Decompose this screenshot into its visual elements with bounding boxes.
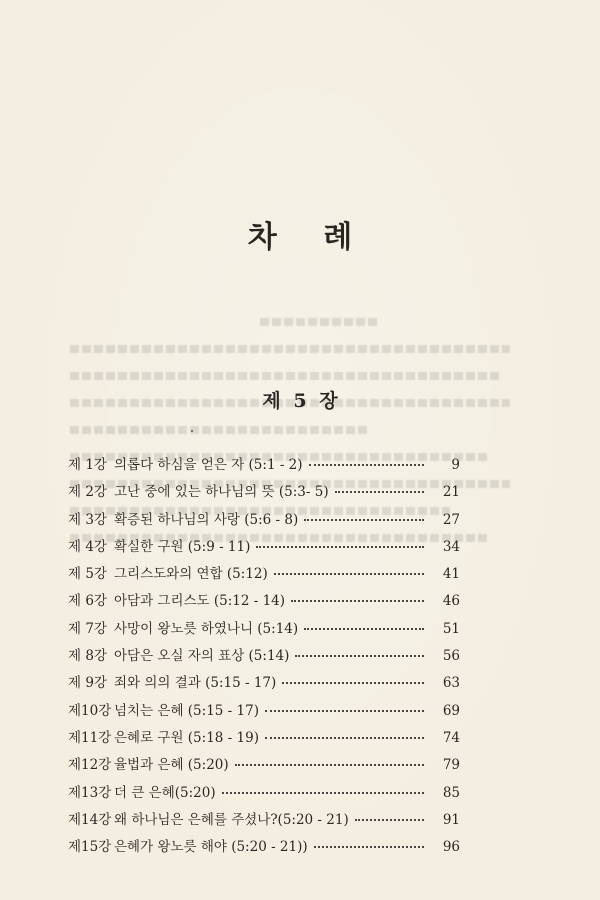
dot-leader: [304, 519, 424, 521]
lecture-number: 제15강: [68, 839, 112, 856]
lecture-title: 왜 하나님은 은혜를 주셨나?(5:20 - 21): [114, 811, 349, 828]
page-number: 27: [442, 511, 460, 528]
lecture-number: 제14강: [68, 811, 112, 828]
lecture-title: 은혜로 구원 (5:18 - 19): [114, 729, 259, 746]
lecture-number: 제 9강: [68, 675, 107, 692]
lecture-title: 아담은 오실 자의 표상 (5:14): [114, 648, 290, 665]
dot-leader: [291, 600, 424, 602]
toc-entry: [68, 589, 460, 616]
toc-entry: [68, 671, 460, 698]
lecture-number: 제 4강: [68, 538, 107, 555]
toc-entry: [68, 808, 460, 835]
page-number: 21: [442, 484, 460, 501]
lecture-number: 제 5강: [68, 566, 107, 583]
dot-leader: [265, 710, 424, 712]
lecture-number: 제12강: [68, 757, 112, 774]
page-number: 51: [442, 620, 460, 637]
lecture-number: 제 3강: [68, 511, 107, 528]
toc-entry: [68, 781, 460, 808]
lecture-title: 확실한 구원 (5:9 - 11): [114, 538, 251, 555]
page-number: 69: [442, 702, 460, 719]
lecture-number: 제 6강: [68, 593, 107, 610]
dot-leader: [265, 737, 424, 739]
toc-entry: [68, 835, 460, 862]
toc-entry: [68, 562, 460, 589]
table-of-contents: [68, 453, 460, 862]
toc-entry: [68, 480, 460, 507]
page-number: 63: [442, 675, 460, 692]
lecture-title: 사망이 왕노릇 하였나니 (5:14): [114, 620, 299, 637]
lecture-title: 의롭다 하심을 얻은 자 (5:1 - 2): [114, 457, 303, 473]
toc-entry: [68, 699, 460, 726]
lecture-title: 율법과 은혜 (5:20): [114, 757, 229, 774]
ink-speck: [191, 430, 193, 432]
dot-leader: [355, 819, 424, 821]
dot-leader: [304, 628, 424, 630]
dot-leader: [235, 764, 424, 766]
toc-entry: [68, 508, 460, 535]
toc-entry: [68, 617, 460, 644]
dot-leader: [222, 792, 424, 794]
page-number: 46: [442, 593, 460, 610]
dot-leader: [256, 546, 424, 548]
page-number: 9: [451, 457, 460, 473]
dot-leader: [295, 655, 424, 657]
lecture-number: 제10강: [68, 702, 112, 719]
page-number: 91: [442, 811, 460, 828]
page-number: 34: [442, 538, 460, 555]
toc-entry: [68, 644, 460, 671]
toc-entry: [68, 726, 460, 753]
dot-leader: [282, 682, 424, 684]
lecture-number: 제13강: [68, 784, 112, 801]
page-title: 차 례: [247, 220, 371, 255]
page-number: 74: [442, 729, 460, 746]
page-number: 41: [442, 566, 460, 583]
toc-entry: [68, 535, 460, 562]
page-number: 96: [442, 839, 460, 856]
lecture-number: 제 8강: [68, 648, 107, 665]
page-number: 85: [442, 784, 460, 801]
page-number: 79: [442, 757, 460, 774]
lecture-number: 제 2강: [68, 484, 107, 501]
dot-leader: [335, 491, 424, 493]
lecture-title: 더 큰 은혜(5:20): [114, 784, 216, 801]
page-number: 56: [442, 648, 460, 665]
lecture-title: 죄와 의의 결과 (5:15 - 17): [114, 675, 277, 692]
chapter-heading: 제 5 장: [262, 390, 338, 412]
lecture-title: 아담과 그리스도 (5:12 - 14): [114, 593, 286, 610]
dot-leader: [314, 846, 424, 848]
toc-entry: [68, 753, 460, 780]
dot-leader: [274, 573, 424, 575]
lecture-title: 넘치는 은혜 (5:15 - 17): [114, 702, 259, 719]
lecture-number: 제11강: [68, 729, 112, 746]
dot-leader: [309, 464, 424, 466]
lecture-title: 고난 중에 있는 하나님의 뜻 (5:3- 5): [114, 484, 329, 501]
lecture-title: 그리스도와의 연합 (5:12): [114, 566, 268, 583]
toc-entry: [68, 453, 460, 480]
lecture-number: 제 7강: [68, 620, 107, 637]
lecture-number: 제 1강: [68, 457, 107, 473]
lecture-title: 확증된 하나님의 사랑 (5:6 - 8): [114, 511, 299, 528]
lecture-title: 은혜가 왕노릇 해야 (5:20 - 21)): [114, 839, 308, 856]
